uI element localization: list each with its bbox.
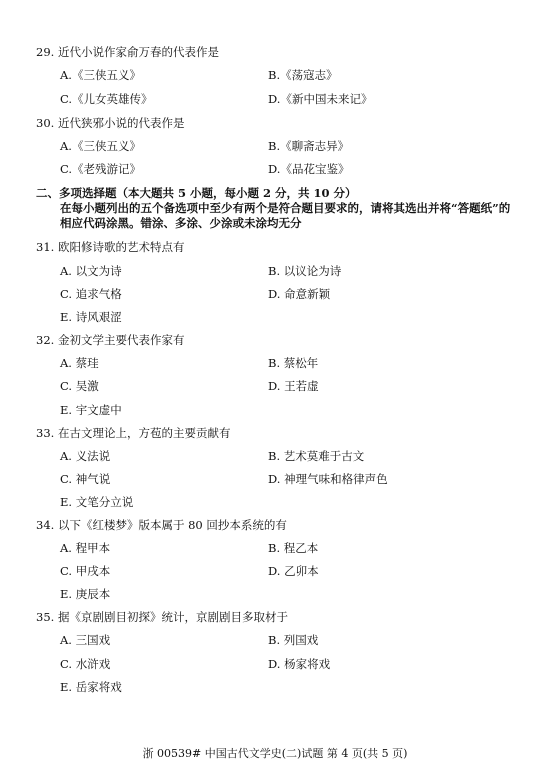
question-32-option-c: C. 吴激 — [60, 379, 99, 393]
question-29-option-c: C.《儿女英雄传》 — [60, 92, 153, 106]
question-32-option-e: E. 宇文虚中 — [60, 403, 122, 417]
question-31-option-e: E. 诗风艰涩 — [60, 310, 122, 324]
question-32-option-a: A. 蔡珪 — [60, 356, 99, 370]
question-29-stem: 29. 近代小说作家俞万春的代表作是 — [36, 45, 219, 59]
question-29-option-d: D.《新中国未来记》 — [268, 92, 373, 106]
section-2-instruction: 在每小题列出的五个备选项中至少有两个是符合题目要求的，请将其选出并将“答题纸”的相应代码涂黑。错涂、多涂、少涂或未涂均无分 — [60, 201, 511, 230]
question-35-option-c: C. 水浒戏 — [60, 657, 111, 671]
question-31-option-a: A. 以文为诗 — [60, 264, 122, 278]
question-31-option-c: C. 追求气格 — [60, 287, 122, 301]
question-33-option-c: C. 神气说 — [60, 472, 111, 486]
question-35-stem: 35. 据《京剧剧目初探》统计，京剧剧目多取材于 — [36, 610, 288, 624]
question-33-option-d: D. 神理气味和格律声色 — [268, 472, 388, 486]
question-30-option-a: A.《三侠五义》 — [60, 139, 141, 153]
question-34-stem: 34. 以下《红楼梦》版本属于 80 回抄本系统的有 — [36, 518, 287, 532]
question-32-option-b: B. 蔡松年 — [268, 356, 319, 370]
question-30-option-d: D.《品花宝鉴》 — [268, 162, 350, 176]
question-34-option-d: D. 乙卯本 — [268, 564, 319, 578]
question-33-option-e: E. 文笔分立说 — [60, 495, 134, 509]
section-2-heading: 二、多项选择题（本大题共 5 小题，每小题 2 分，共 10 分） — [36, 186, 357, 200]
question-32-option-d: D. 王若虚 — [268, 379, 319, 393]
question-35-option-e: E. 岳家将戏 — [60, 680, 122, 694]
question-30-option-c: C.《老残游记》 — [60, 162, 142, 176]
question-33-option-b: B. 艺术莫难于古文 — [268, 449, 365, 463]
question-31-option-b: B. 以议论为诗 — [268, 264, 342, 278]
question-34-option-e: E. 庚辰本 — [60, 587, 111, 601]
question-34-option-a: A. 程甲本 — [60, 541, 111, 555]
question-33-option-a: A. 义法说 — [60, 449, 111, 463]
question-35-option-d: D. 杨家将戏 — [268, 657, 331, 671]
question-29-option-a: A.《三侠五义》 — [60, 68, 141, 82]
question-30-option-b: B.《聊斋志异》 — [268, 139, 350, 153]
question-33-stem: 33. 在古文理论上，方苞的主要贡献有 — [36, 426, 231, 440]
page-footer: 浙 00539# 中国古代文学史(二)试题 第 4 页(共 5 页) — [142, 747, 408, 760]
question-29-option-b: B.《荡寇志》 — [268, 68, 338, 82]
question-32-stem: 32. 金初文学主要代表作家有 — [36, 333, 185, 347]
question-34-option-c: C. 甲戌本 — [60, 564, 111, 578]
question-31-stem: 31. 欧阳修诗歌的艺术特点有 — [36, 240, 185, 254]
question-30-stem: 30. 近代狭邪小说的代表作是 — [36, 116, 185, 130]
question-34-option-b: B. 程乙本 — [268, 541, 319, 555]
question-35-option-b: B. 列国戏 — [268, 633, 319, 647]
question-35-option-a: A. 三国戏 — [60, 633, 111, 647]
question-31-option-d: D. 命意新颖 — [268, 287, 331, 301]
